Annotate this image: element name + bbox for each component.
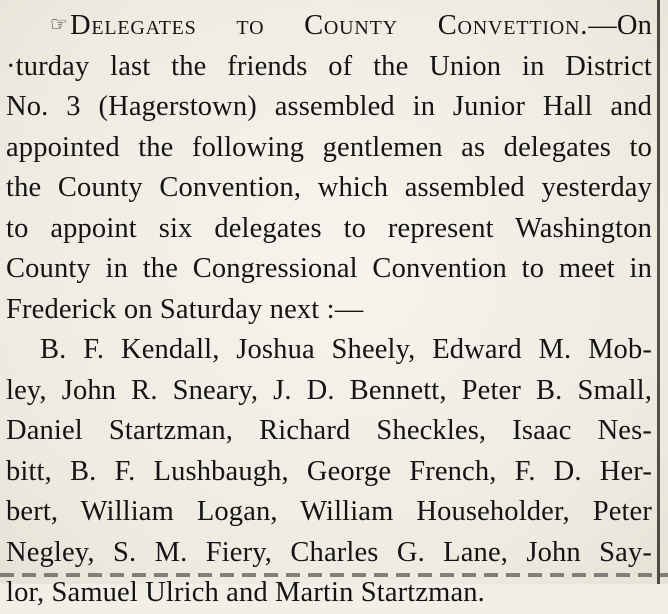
column-rule [657,0,660,584]
text-line: ·turday last the friends of the Union in District [6,50,652,82]
pointing-hand-icon: ☞ [50,12,66,36]
article-body [6,4,652,614]
text-line: to appoint six delegates to represent Washington [6,212,652,244]
headline: Delegates to County Convettion. [69,10,589,41]
text-line: Daniel Startzman, Richard Sheckles, Isaac Nes- [6,415,652,446]
text-line: lor, Samuel Ulrich and Martin Startzman. [6,577,485,608]
text-line: ley, John R. Sneary, J. D. Bennett, Peter B. Small, [6,374,652,406]
text-line: Negley, S. M. Fiery, Charles G. Lane, John Say- [6,536,652,568]
text-line: appointed the following gentlemen as delegates to [6,131,652,163]
text-line: bitt, B. F. Lushbaugh, George French, F. D. Her- [6,455,652,487]
text-line: bert, William Logan, William Householder, Peter [6,496,652,527]
text-line: the County Convention, which assembled yesterday [6,172,652,203]
text-line: B. F. Kendall, Joshua Sheely, Edward M. Mob- [40,334,652,365]
headline-line [6,4,652,47]
bottom-rule [0,573,668,577]
text-line: County in the Congressional Convention to meet in [6,253,652,284]
text-line: Frederick on Saturday next :— [6,293,364,325]
text-line: —On [588,10,652,41]
text-line: No. 3 (Hagerstown) assembled in Junior Hall and [6,91,652,122]
